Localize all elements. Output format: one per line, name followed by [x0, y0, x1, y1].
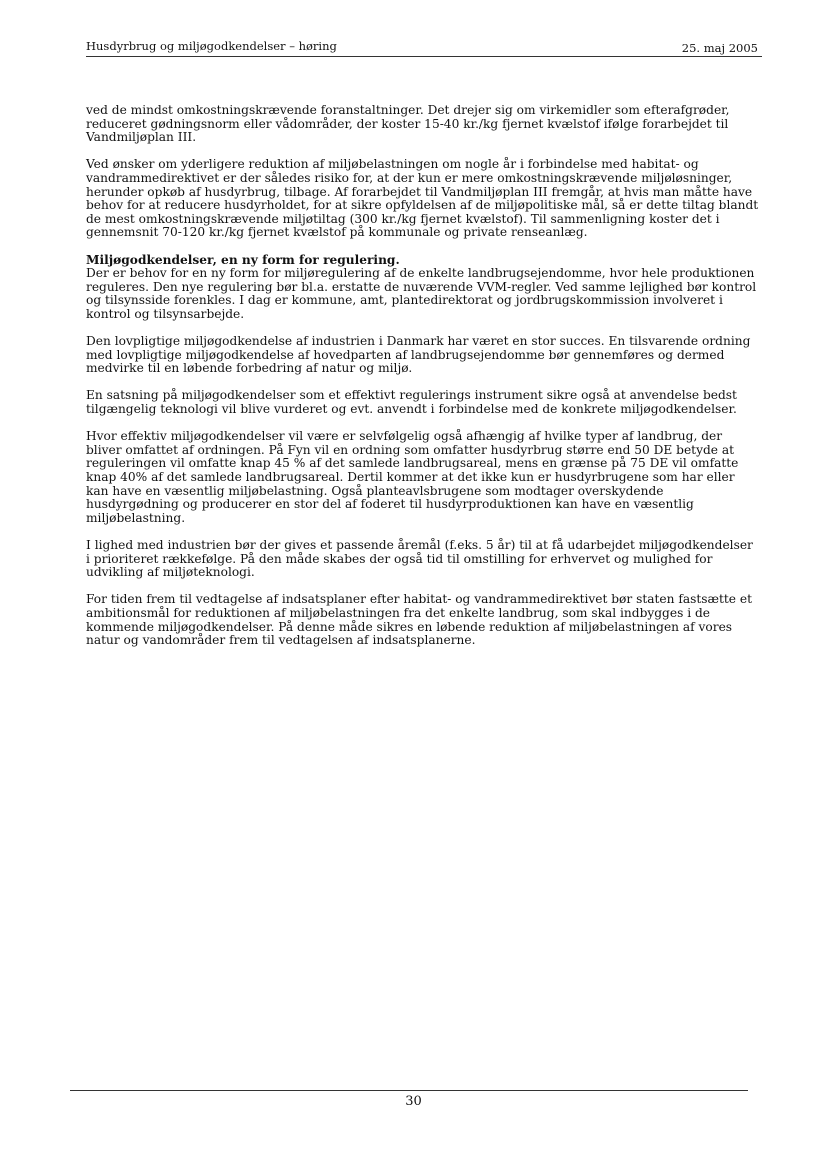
- section-paragraph: Hvor effektiv miljøgodkendelser vil være er selvfølgelig også afhængig af hvilke typer af landbrug, der bliver omfattet af ordningen. På Fyn vil en ordning som omfatter husdyrbrug større end 50 DE betyde at reguleringen vil omfatte knap 45 % af det samlede landbrugsareal, mens en grænse på 75 DE vil omfatte knap 40% af det samlede landbrugsareal. Dertil kommer at det ikke kun er husdyrbrugene som har eller kan have en væsentlig miljøbelastning. Også planteavlsbrugene som modtager overskydende husdyrgødning og producerer en stor del af foderet til husdyrproduktionen kan have en væsentlig miljøbelastning.: [86, 429, 739, 525]
- footer-rule: [70, 1090, 748, 1091]
- body-paragraph: ved de mindst omkostningskrævende foranstaltninger. Det drejer sig om virkemidler som efterafgrøder, reduceret gødningsnorm eller vådområder, der koster 15-40 kr./kg fjernet kvælstof ifølge forarbejdet til Vandmiljøplan III.: [86, 103, 730, 145]
- section-paragraph: Den lovpligtige miljøgodkendelse af industrien i Danmark har været en stor succes. En tilsvarende ordning med lovpligtige miljøgodkendelse af hovedparten af landbrugsejendomme bør gennemføres og dermed medvirke til en løbende forbedring af natur og miljø.: [86, 334, 751, 376]
- section-paragraph: En satsning på miljøgodkendelser som et effektivt regulerings instrument sikre også at anvendelse bedst tilgængelig teknologi vil blive vurderet og evt. anvendt i forbindelse med de konkrete miljøgodkendelser.: [86, 388, 737, 417]
- page-number: 30: [405, 1094, 422, 1109]
- header-title: Husdyrbrug og miljøgodkendelser – høring: [86, 39, 337, 53]
- section-paragraph-text: Der er behov for en ny form for miljøregulering af de enkelte landbrugsejendomme, hvor hele produktionen reguleres. Den nye regulering bør bl.a. erstatte de nuværende VVM-regler. Ved samme lejlighed bør kontrol og tilsynsside forenkles. I dag er kommune, amt, plantedirektorat og jordbrugskommission involveret i kontrol og tilsynsarbejde.: [86, 266, 757, 321]
- body-paragraph: Ved ønsker om yderligere reduktion af miljøbelastningen om nogle år i forbindelse med habitat- og vandrammedirektivet er der således risiko for, at der kun er mere omkostningskrævende miljøløsninger, herunder opkøb af husdyrbrug, tilbage. Af forarbejdet til Vandmiljøplan III fremgår, at hvis man måtte have behov for at reducere husdyrholdet, for at sikre opfyldelsen af de miljøpolitiske mål, så er dette tiltag blandt de mest omkostningskrævende miljøtiltag (300 kr./kg fjernet kvælstof). Til sammenligning koster det i gennemsnit 70-120 kr./kg fjernet kvælstof på kommunale og private renseanlæg.: [86, 157, 759, 240]
- section-paragraph: I lighed med industrien bør der gives et passende åremål (f.eks. 5 år) til at få udarbejdet miljøgodkendelser i prioriteret rækkefølge. På den måde skabes der også tid til omstilling for erhvervet og mulighed for udvikling af miljøteknologi.: [86, 538, 753, 580]
- header-date: 25. maj 2005: [681, 41, 758, 55]
- section-paragraph: [86, 254, 760, 322]
- section-title: Miljøgodkendelser, en ny form for regulering.: [86, 252, 400, 267]
- page-header: [86, 36, 762, 57]
- section-paragraph: For tiden frem til vedtagelse af indsatsplaner efter habitat- og vandrammedirektivet bør staten fastsætte et ambitionsmål for reduktionen af miljøbelastningen fra det enkelte landbrug, som skal indbygges i de kommende miljøgodkendelser. På denne måde sikres en løbende reduktion af miljøbelastningen af vores natur og vandområder frem til vedtagelsen af indsatsplanerne.: [86, 592, 752, 648]
- page-body: [86, 104, 760, 661]
